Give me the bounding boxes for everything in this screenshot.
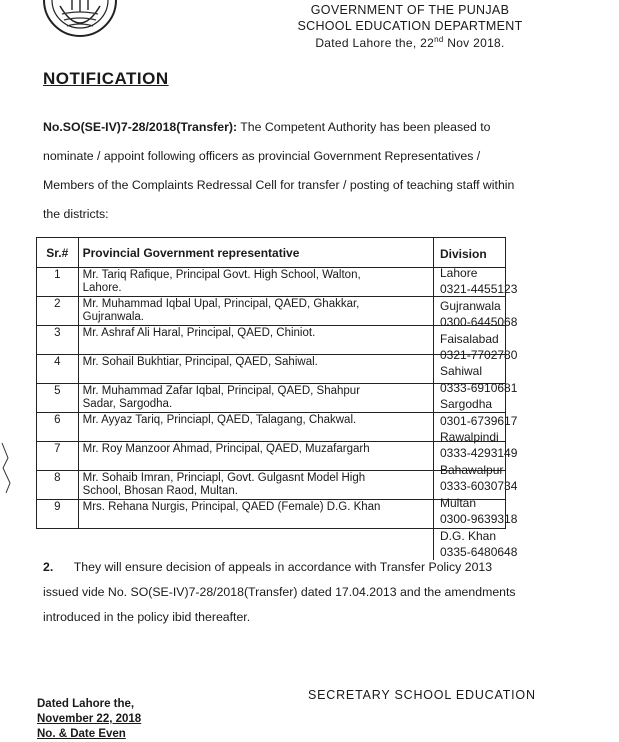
division-name: Sargodha: [440, 397, 493, 412]
row-sr-number: 2: [37, 297, 79, 326]
row-representative: Mr. Sohail Bukhtiar, Principal, QAED, Sahiwal.: [78, 355, 505, 384]
row-representative: Mr. Sohaib Imran, Princiapl, Govt. Gulgasnt Model High School, Bhosan Raod, Multan.: [78, 471, 505, 500]
row-representative: Mr. Tariq Rafique, Principal Govt. High School, Walton, Lahore.: [78, 268, 505, 297]
column-header-representative: Provincial Government representative: [78, 238, 505, 268]
row-sr-number: 1: [37, 268, 79, 297]
footer-dated: Dated Lahore the, November 22, 2018 No. & Date Even: [37, 698, 142, 740]
row-representative: Mr. Muhammad Iqbal Upal, Principal, QAED, Ghakkar, Gujranwala.: [78, 297, 505, 326]
column-header-sr: Sr.#: [37, 238, 79, 268]
row-sr-number: 7: [37, 442, 79, 471]
division-phone: 0333-4293149: [440, 446, 518, 461]
notification-paragraph-2: 2. They will ensure decision of appeals in accordance with Transfer Policy 2013 issued vide No. SO(SE-IV)7-28/2018(Transfer) dated 17.04.2013 and the amendments introduced in the policy ibid thereafter.: [43, 560, 516, 624]
division-phone: 0300-6445068: [440, 315, 518, 330]
row-sr-number: 3: [37, 326, 79, 355]
notification-paragraph-1: No.SO(SE-IV)7-28/2018(Transfer): The Competent Authority has been pleased to nominate / appoint following officers as provincial Government Representatives / Members of the Complaints Redressal Cell for transfer / posting of teaching staff within the districts:: [43, 120, 515, 221]
division-name: Gujranwala: [440, 298, 501, 313]
division-name: Bahawalpur: [440, 462, 504, 477]
row-representative: Mrs. Rehana Nurgis, Principal, QAED (Female) D.G. Khan: [78, 500, 505, 529]
division-phone: 0321-7702780: [440, 348, 518, 363]
division-name: D.G. Khan: [440, 528, 497, 543]
division-name: Sahiwal: [440, 364, 483, 379]
division-column: [433, 237, 560, 560]
column-header-division: Division: [440, 247, 487, 261]
row-sr-number: 9: [37, 500, 79, 529]
division-name: Rawalpindi: [440, 430, 499, 445]
signatory: SECRETARY SCHOOL EDUCATION: [308, 688, 536, 702]
row-representative: Mr. Ashraf Ali Haral, Principal, QAED, Chiniot.: [78, 326, 505, 355]
row-representative: Mr. Ayyaz Tariq, Princiapl, QAED, Talagang, Chakwal.: [78, 413, 505, 442]
division-name: Lahore: [440, 266, 478, 280]
margin-handwriting-mark: [0, 438, 18, 498]
row-sr-number: 4: [37, 355, 79, 384]
division-phone: 0300-9639318: [440, 512, 518, 527]
row-sr-number: 5: [37, 384, 79, 413]
row-sr-number: 8: [37, 471, 79, 500]
row-representative: Mr. Roy Manzoor Ahmad, Principal, QAED, Muzafargarh: [78, 442, 505, 471]
division-phone: 0321-4455123: [440, 282, 518, 297]
division-phone: 0333-6030734: [440, 479, 518, 494]
page-title: NOTIFICATION: [43, 69, 169, 88]
row-representative: Mr. Muhammad Zafar Iqbal, Principal, QAED, Shahpur Sadar, Sargodha.: [78, 384, 505, 413]
punjab-government-logo-icon: [40, 0, 120, 56]
header-date: Dated Lahore the, 22nd Nov 2018.: [315, 35, 505, 50]
row-sr-number: 6: [37, 413, 79, 442]
header-department: SCHOOL EDUCATION DEPARTMENT: [297, 19, 523, 33]
division-phone: 0301-6739617: [440, 413, 518, 428]
header-government: GOVERNMENT OF THE PUNJAB: [310, 3, 510, 17]
division-name: Faisalabad: [440, 331, 499, 346]
notification-reference: No.SO(SE-IV)7-28/2018(Transfer):: [43, 120, 238, 134]
division-phone: 0333-6910681: [440, 380, 518, 395]
division-name: Multan: [440, 495, 477, 510]
division-phone: 0335-6480648: [440, 544, 518, 559]
